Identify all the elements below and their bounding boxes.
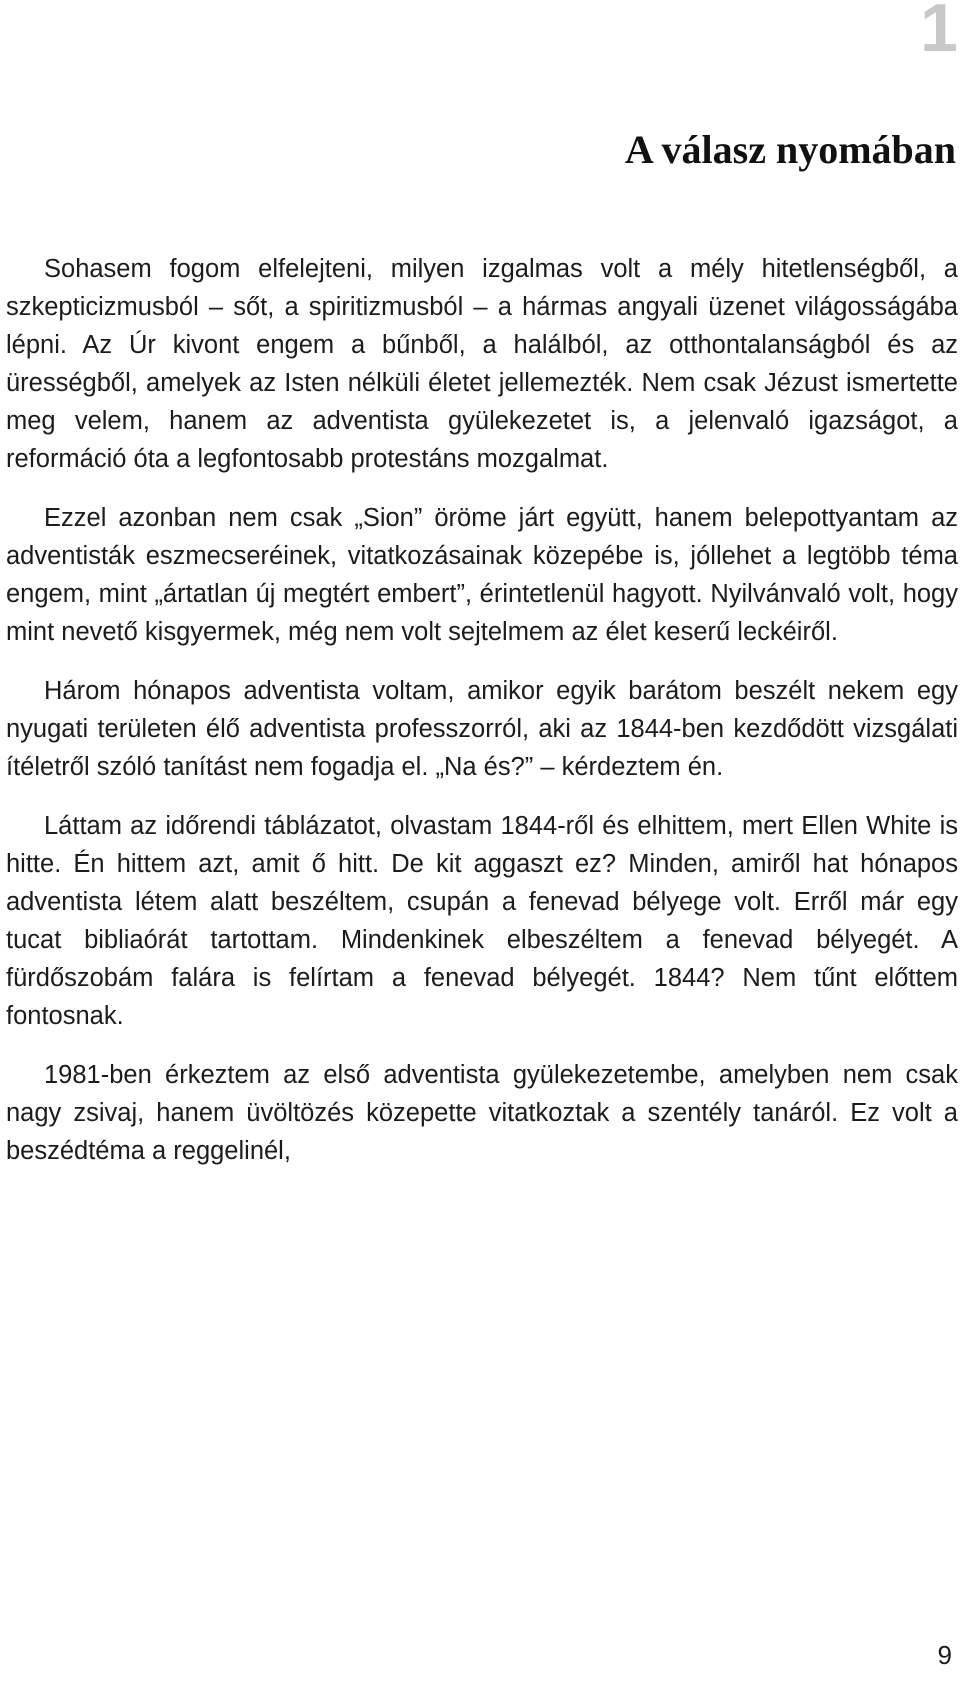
paragraph: 1981-ben érkeztem az első adventista gyülekezetembe, amelyben nem csak nagy zsivaj, hanem üvöltözés közepette vitatkoztak a szentély tanáról. Ez volt a beszédtéma a reggelinél, — [6, 1061, 958, 1165]
paragraph: Három hónapos adventista voltam, amikor egyik barátom beszélt nekem egy nyugati területen élő adventista professzorról, aki az 1844-ben kezdődött vizsgálati ítéletről szóló tanítást nem fogadja el. „Na és?” – kérdeztem én. — [6, 677, 958, 781]
paragraph: Sohasem fogom elfelejteni, milyen izgalmas volt a mély hitetlenségből, a szkepticizmusból – sőt, a spiritizmusból – a hármas angyali üzenet világosságába lépni. Az Úr kivont engem a bűnből, a halálból, az otthontalanságból és az ürességből, amelyek az Isten nélküli életet jellemezték. Nem csak Jézust ismertette meg velem, hanem az adventista gyülekezetet is, a jelenvaló igazságot, a reformáció óta a legfontosabb protestáns mozgalmat. — [6, 255, 958, 473]
paragraph: Ezzel azonban nem csak „Sion” öröme járt együtt, hanem belepottyantam az adventisták eszmecseréinek, vitatkozásainak közepébe is, jóllehet a legtöbb téma engem, mint „ártatlan új megtért embert”, érintetlenül hagyott. Nyilvánvaló volt, hogy mint nevető kisgyermek, még nem volt sejtelmem az élet keserű leckéiről. — [6, 504, 958, 646]
chapter-title: A válasz nyomában — [624, 127, 956, 172]
paragraph: Láttam az időrendi táblázatot, olvastam 1844-ről és elhittem, mert Ellen White is hitte. Én hittem azt, amit ő hitt. De kit aggaszt ez? Minden, amiről hat hónapos adventista létem alatt beszéltem, csupán a fenevad bélyege volt. Erről már egy tucat bibliaórát tartottam. Mindenkinek elbeszéltem a fenevad bélyegét. A fürdőszobám falára is felírtam a fenevad bélyegét. 1844? Nem tűnt előttem fontosnak. — [6, 812, 958, 1030]
chapter-number: 1 — [920, 0, 958, 66]
page-number: 9 — [937, 1640, 952, 1670]
chapter-body — [6, 250, 958, 1191]
